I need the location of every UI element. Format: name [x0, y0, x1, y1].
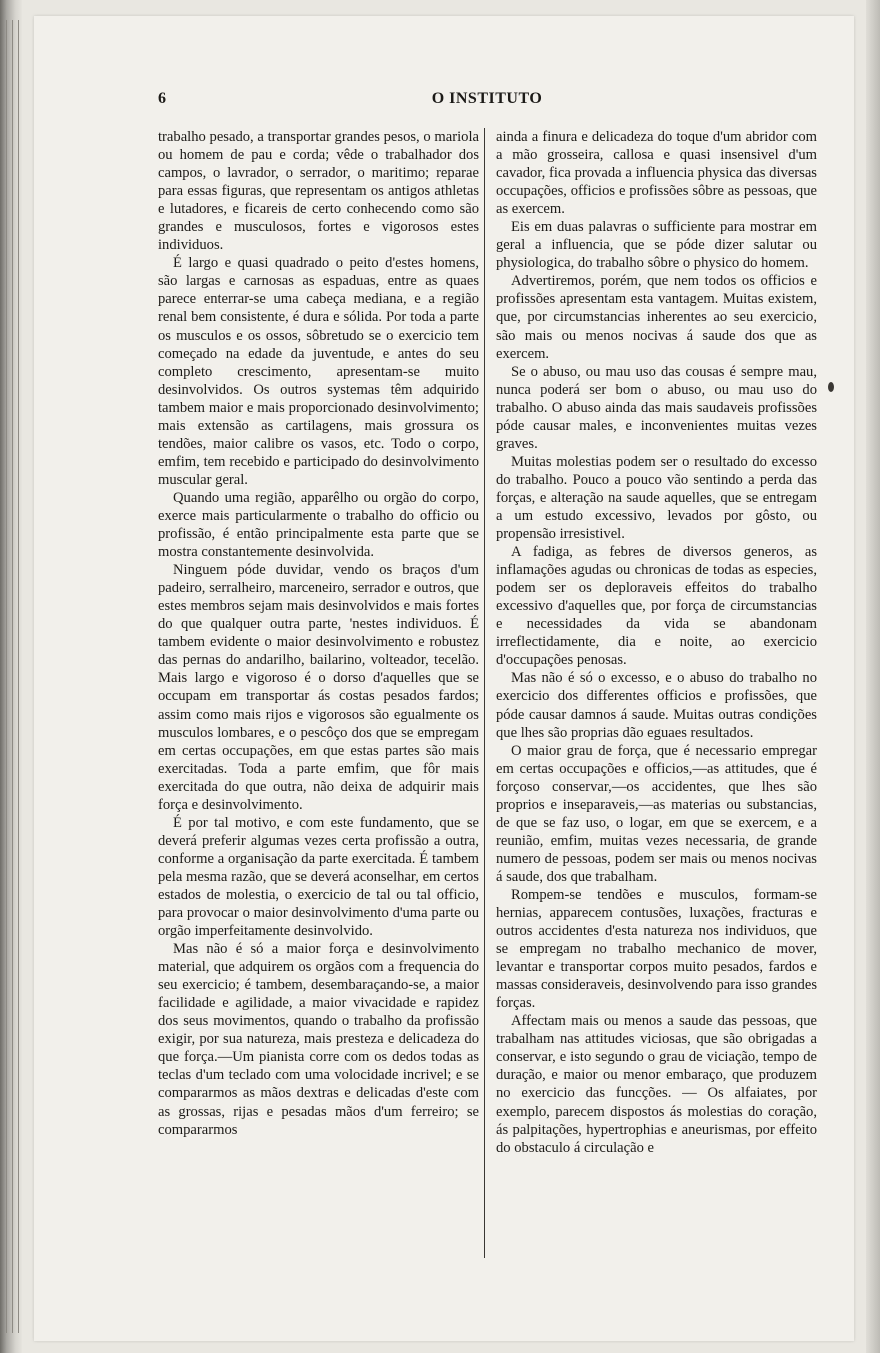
text-column-right: [496, 128, 817, 1157]
binding-line: [6, 20, 7, 1333]
paragraph: Ninguem póde duvidar, vendo os braços d'um padeiro, serralheiro, marceneiro, serrador e outros, que estes membros sejam mais desinvolvidos e mais fortes do que qualquer outra parte, 'nestes individuos. É tambem evidente o maior desinvolvimento e robustez das pernas do andarilho, bailarino, volteador, tecelão. Mais largo e vigoroso é o dorso d'aquelles que se occupam em transportar ás costas pesados fardos; assim como mais rijos e vigorosos são egualmente os musculos lombares, e o pescôço dos que se empregam em certas occupações, em que estas partes são mais exercitadas. Toda a parte emfim, que fôr mais exercitada do que outra, não deixa de adquirir mais força e desinvolvimento.: [158, 562, 479, 813]
paragraph: Eis em duas palavras o sufficiente para mostrar em geral a influencia, que se póde dizer salutar ou physiologica, do trabalho sôbre o physico do homem.: [496, 219, 817, 272]
paragraph: Rompem-se tendões e musculos, formam-se hernias, apparecem contusões, luxações, fracturas e outros accidentes d'esta natureza nos individuos, que se empregam no trabalho mechanico de mover, levantar e transportar corpos muito pesados, fardos e massas consideraveis, desinvolvendo para isso grandes forças.: [496, 886, 817, 1012]
binding-line: [18, 20, 19, 1333]
page-right-edge: [866, 0, 880, 1353]
paragraph: A fadiga, as febres de diversos generos, as inflamações agudas ou chronicas de todas as especies, podem ser os deploraveis effeitos do trabalho excessivo d'aquelles que, por força de circumstancias e necessidades da vida se abandonam irreflectidamente, dia e noite, ao exercicio d'occupações penosas.: [496, 544, 817, 669]
paragraph: Mas não é só a maior força e desinvolvimento material, que adquirem os orgãos com a frequencia do seu exercicio; é tambem, desembaraçando-se, a maior facilidade e agilidade, a maior vivacidade e rapidez dos seus movimentos, quando o trabalho da profissão exigir, por sua natureza, mais presteza e delicadeza do que força.—Um pianista corre com os dedos todas as teclas d'um teclado com uma volocidade incrivel; e se compararmos as mãos dextras e delicadas d'este com as grossas, rijas e pesadas mãos d'um ferreiro; se compararmos: [158, 941, 479, 1138]
paragraph: trabalho pesado, a transportar grandes pesos, o mariola ou homem de pau e corda; vêde o trabalhador dos campos, o lavrador, o serrador, o maritimo; reparae para essas figuras, que representam os antigos athletas e lutadores, e ficareis de certo conhecendo como são grandes e musculosos, fortes e vigorosos estes individuos.: [158, 129, 479, 254]
page-header: [158, 90, 816, 112]
paragraph: Advertiremos, porém, que nem todos os officios e profissões apresentam esta vantagem. Muitas existem, que, por circumstancias inherentes ao seu exercicio, são mais ou menos nocivas á saude dos que as exercem.: [496, 273, 817, 362]
column-divider: [484, 128, 485, 1258]
paragraph: Affectam mais ou menos a saude das pessoas, que trabalham nas attitudes viciosas, que são obrigadas a conservar, e isto segundo o grau de viciação, tempo de duração, e maior ou menor embaraço, que produzem no exercicio das funcções. — Os alfaiates, por exemplo, parecem dispostos ás molestias do coração, ás palpitações, hypertrophias e aneurismas, por effeito do obstaculo á circulação e: [496, 1013, 817, 1156]
paragraph: É largo e quasi quadrado o peito d'estes homens, são largas e carnosas as espaduas, entre as quaes parece enterrar-se uma cabeça mediana, e a região renal bem consistente, é dura e sólida. Por toda a parte os musculos e os ossos, sôbretudo se o exercicio tem começado na edade da juventude, e antes do seu completo crescimento, apresentam-se muito desinvolvidos. Os outros systemas têm adquirido tambem maior e mais proporcionado desinvolvimento; mais extensão as cartilagens, mais grossura os tendões, maior calibre os vasos, etc. Todo o corpo, emfim, tem recebido e participado do desinvolvimento muscular geral.: [158, 255, 479, 488]
paragraph: O maior grau de força, que é necessario empregar em certas occupações e officios,—as attitudes, que é forçoso conservar,—os accidentes, que lhes são proprios e inseparaveis,—as materias ou substancias, de que se faz uso, o logar, em que se exercem, e a reunião, emfim, muitas vezes necessaria, de grande numero de pessoas, podem ser mais ou menos nocivas á saude, dos que trabalham.: [496, 742, 817, 885]
paragraph: Se o abuso, ou mau uso das cousas é sempre mau, nunca poderá ser bom o abuso, ou mau uso do trabalho. O abuso ainda das mais saudaveis profissões póde causar males, e inconvenientes muitas vezes graves.: [496, 363, 817, 452]
paragraph: ainda a finura e delicadeza do toque d'um abridor com a mão grosseira, callosa e quasi insensivel d'um cavador, fica provada a influencia physica das diversas occupações, officios e profissões sôbre as pessoas, que as exercem.: [496, 129, 817, 218]
paragraph: Muitas molestias podem ser o resultado do excesso do trabalho. Pouco a pouco vão sentindo a perda das forças, e alteração na saude aquelles, que se entregam a um estudo excessivo, levados por gôsto, ou propensão irresistivel.: [496, 453, 817, 543]
ink-spot: [828, 382, 834, 392]
paragraph: Mas não é só o excesso, e o abuso do trabalho no exercicio dos differentes officios e profissões, que póde causar damnos á saude. Muitas outras condições que lhes são proprias dão eguaes resultados.: [496, 670, 817, 741]
journal-title: O INSTITUTO: [431, 90, 543, 107]
binding-line: [12, 20, 13, 1333]
paragraph: É por tal motivo, e com este fundamento, que se deverá preferir algumas vezes certa profissão a outra, conforme a organisação da parte exercitada. É tambem pela mesma razão, que se deverá aconselhar, em certos estados de molestia, o exercicio de tal ou tal officio, para provocar o maior desinvolvimento d'uma parte ou orgão imperfeitamente desinvolvido.: [158, 814, 479, 940]
paragraph: Quando uma região, apparêlho ou orgão do corpo, exerce mais particularmente o trabalho do officio ou profissão, é então principalmente esta parte que se mostra constantemente desinvolvida.: [158, 489, 479, 561]
page-number: 6: [158, 90, 166, 107]
text-column-left: [158, 128, 479, 1139]
